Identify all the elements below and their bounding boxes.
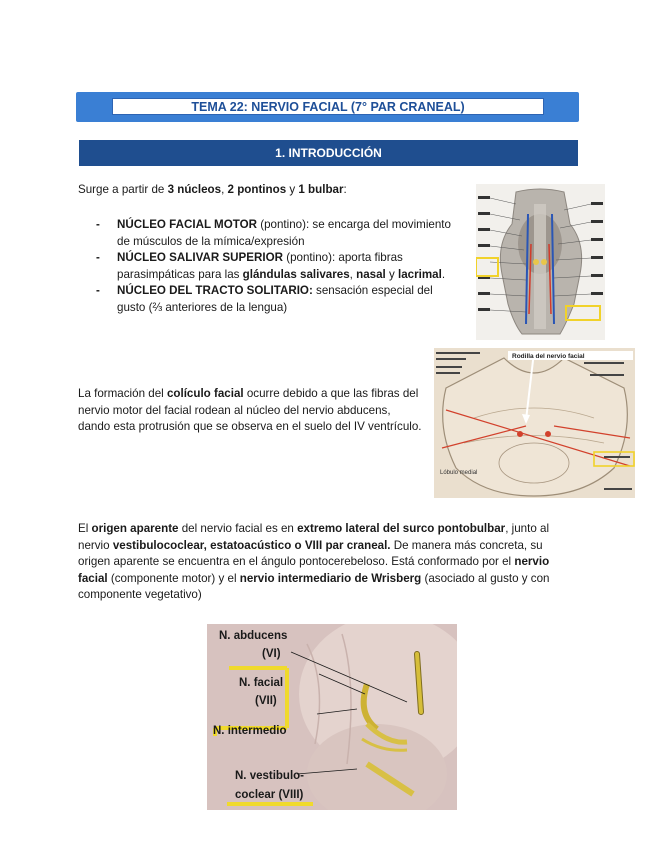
page-title: TEMA 22: NERVIO FACIAL (7° PAR CRANEAL)	[112, 98, 544, 115]
nerves-figure	[207, 624, 457, 810]
label-facial-1: N. facial	[239, 677, 284, 689]
list-item: - NÚCLEO FACIAL MOTOR (pontino): se encarga del movimiento de músculos de la mímica/expresión	[96, 218, 451, 248]
label-left: Lóbulo medial	[440, 470, 478, 476]
title-bar	[76, 92, 579, 122]
label-top: Rodilla del nervio facial	[512, 353, 585, 360]
label-vestibulo-2: coclear (VIII)	[235, 789, 304, 801]
origen-paragraph: El origen aparente del nervio facial es en extremo lateral del surco pontobulbar, junto al nervio vestibulococlear, estatoacústico o VIII par craneal. De manera más concreta, su origen aparente se encuentra en el ángulo pontocerebeloso. Está conformado por el nervio facial (componente motor) y el nervio intermediario de Wrisberg (asociado al gusto y con componente vegetativo)	[78, 522, 550, 602]
intro-paragraph: Surge a partir de 3 núcleos, 2 pontinos y 1 bulbar:	[78, 183, 347, 196]
nerves-diagram	[207, 624, 457, 810]
label-vestibulo-1: N. vestibulo-	[235, 770, 305, 782]
pons-section-diagram	[434, 348, 635, 498]
label-abducens-1: N. abducens	[219, 630, 288, 642]
coliculo-paragraph: La formación del colículo facial ocurre debido a que las fibras del nervio motor del facial rodean al núcleo del nervio abducens, dando esta protrusión que se observa en el suelo del IV ventrículo.	[78, 387, 422, 434]
brainstem-nuclei-figure	[476, 184, 605, 340]
label-abducens-2: (VI)	[262, 648, 281, 660]
brainstem-diagram	[476, 184, 605, 340]
list-item: - NÚCLEO DEL TRACTO SOLITARIO: sensación especial del gusto (⅔ anteriores de la lengua)	[96, 284, 433, 314]
nuclei-list	[78, 217, 463, 317]
pons-section-figure	[434, 348, 635, 498]
label-intermedio: N. intermedio	[213, 725, 287, 737]
label-facial-2: (VII)	[255, 695, 277, 707]
section-heading: 1. INTRODUCCIÓN	[79, 140, 578, 166]
list-item: - NÚCLEO SALIVAR SUPERIOR (pontino): aporta fibras parasimpáticas para las glándulas salivares, nasal y lacrimal.	[96, 251, 446, 281]
